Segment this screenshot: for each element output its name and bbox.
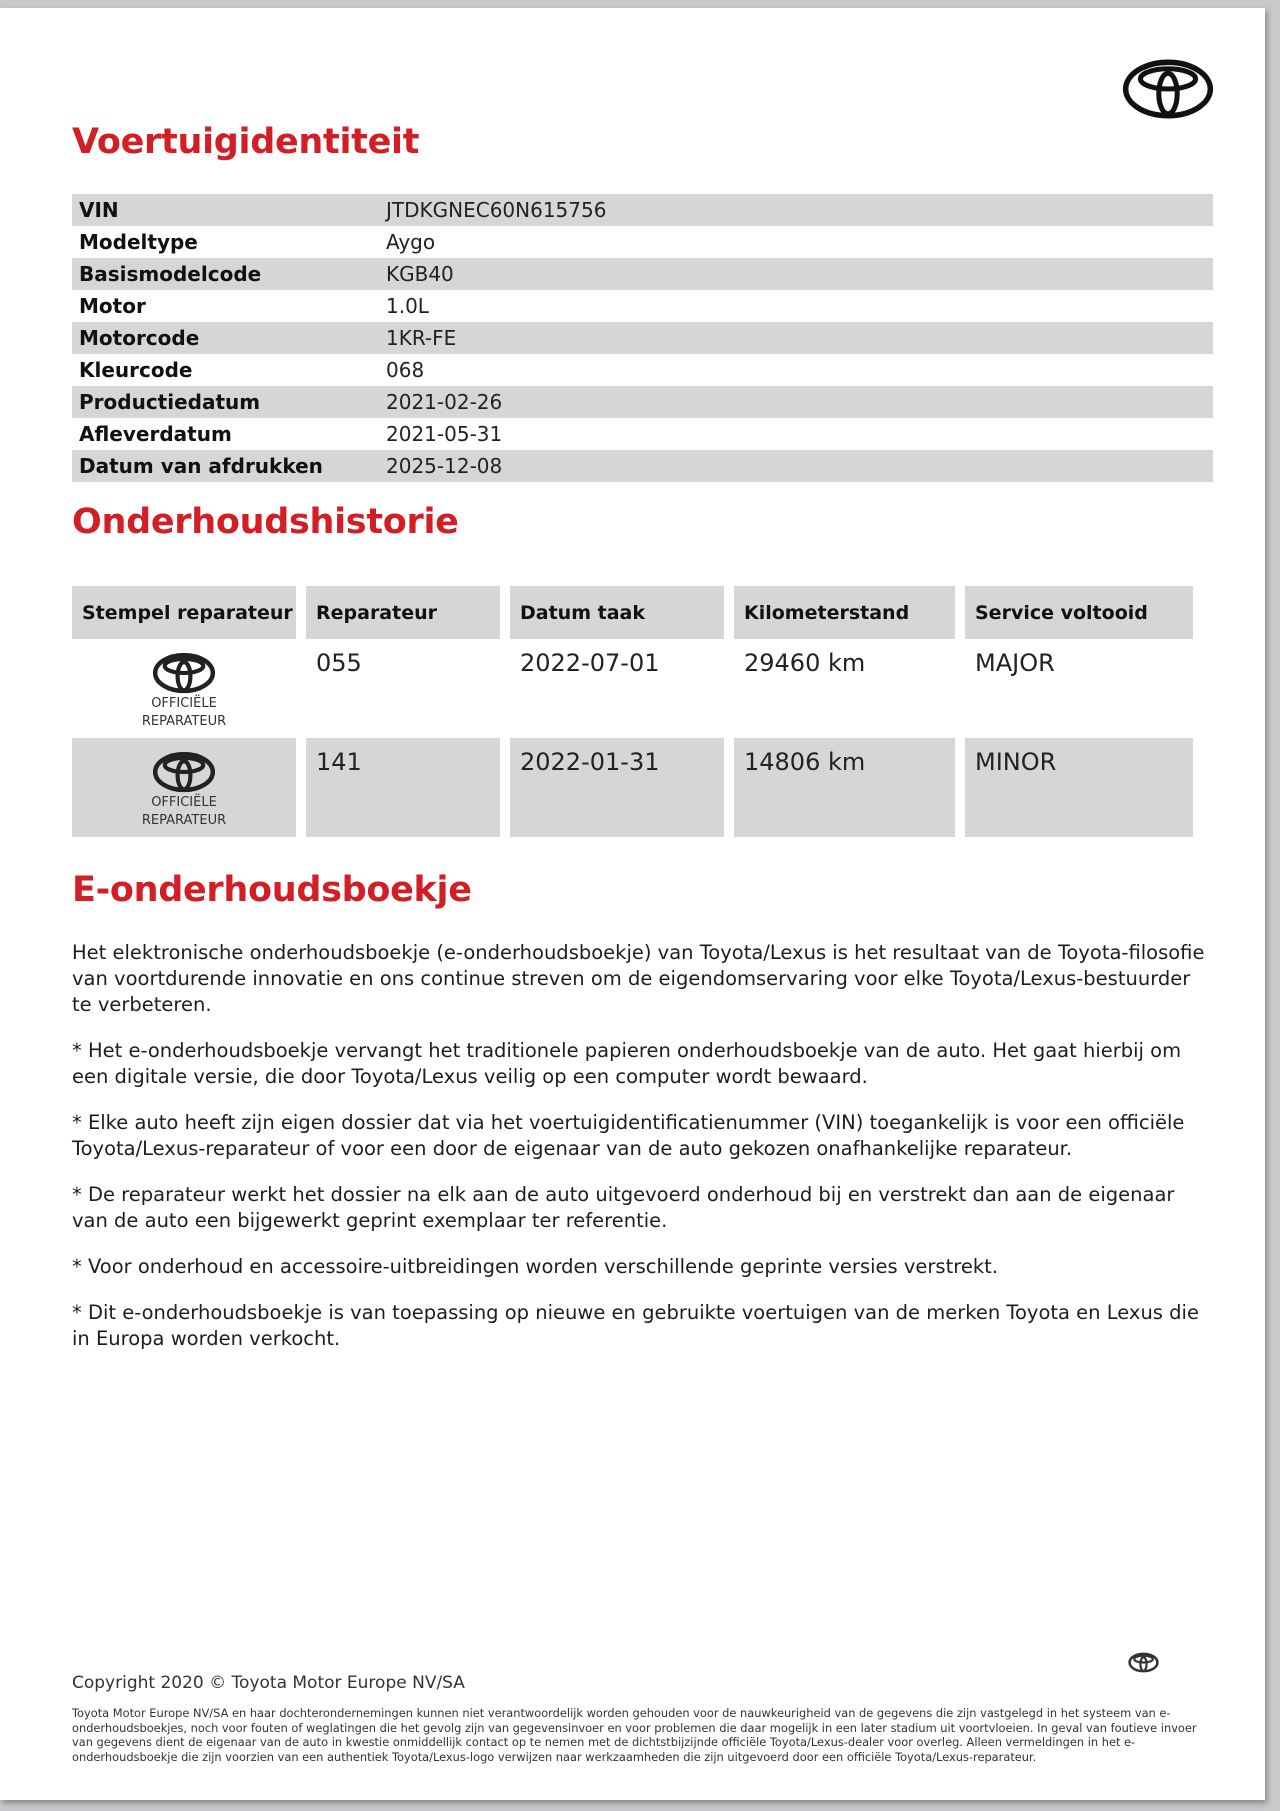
row-label: VIN: [79, 198, 119, 222]
row-value: KGB40: [386, 262, 454, 286]
table-row: [72, 290, 1213, 322]
toyota-logo-icon: [1128, 1652, 1159, 1673]
repairer-cell: 141: [306, 738, 500, 837]
mileage-cell: 14806 km: [734, 738, 955, 837]
paragraph: * Voor onderhoud en accessoire-uitbreidingen worden verschillende geprinte versies verstrekt.: [72, 1255, 998, 1278]
toyota-logo-icon: [152, 651, 216, 695]
table-row: [72, 738, 1213, 837]
row-value: 1KR-FE: [386, 326, 457, 350]
column-header: Service voltooid: [965, 586, 1193, 639]
stamp-text-line2: REPARATEUR: [141, 813, 227, 828]
table-row: [72, 386, 1213, 418]
column-header: Reparateur: [306, 586, 500, 639]
date-cell: 2022-01-31: [510, 738, 724, 837]
service-cell: MAJOR: [975, 649, 1055, 677]
table-row: [72, 226, 1213, 258]
table-row: [72, 450, 1213, 482]
document-page: [0, 8, 1265, 1800]
row-label: Modeltype: [79, 230, 198, 254]
row-label: Kleurcode: [79, 358, 193, 382]
toyota-logo-icon: [152, 750, 216, 794]
date-cell: 2022-07-01: [520, 649, 660, 677]
vehicle-identity-table: [72, 194, 1213, 482]
mileage-cell: 29460 km: [744, 649, 866, 677]
row-value: 2025-12-08: [386, 454, 503, 478]
row-label: Productiedatum: [79, 390, 261, 414]
row-label: Basismodelcode: [79, 262, 262, 286]
stamp-text-line1: OFFICIËLE: [151, 696, 217, 711]
row-value: 1.0L: [386, 294, 429, 318]
repairer-stamp: [72, 639, 296, 738]
column-header: Kilometerstand: [734, 586, 955, 639]
stamp-text-line1: OFFICIËLE: [151, 795, 217, 810]
row-value: 2021-05-31: [386, 422, 503, 446]
paragraph: Het elektronische onderhoudsboekje (e-onderhoudsboekje) van Toyota/Lexus is het resultaat van de Toyota-filosofie van voortdurende innovatie en ons continue streven om de eigendomservaring voor elke Toyota/Lexus-bestuurder te verbeteren.: [72, 941, 1205, 1016]
row-label: Motor: [79, 294, 146, 318]
paragraph: * Elke auto heeft zijn eigen dossier dat via het voertuigidentificatienummer (VIN) toegankelijk is voor een officiële Toyota/Lexus-reparateur of voor een door de eigenaar van de auto gekozen onafhankelijke reparateur.: [72, 1111, 1185, 1160]
table-header-row: [72, 586, 1213, 639]
repairer-cell: 055: [316, 649, 362, 677]
section-title-maintenance-history: Onderhoudshistorie: [72, 502, 459, 542]
repairer-stamp: [72, 738, 296, 837]
table-row: [72, 194, 1213, 226]
table-row: [72, 322, 1213, 354]
toyota-logo-icon: [1122, 58, 1214, 120]
table-row: [72, 258, 1213, 290]
maintenance-history-table: [72, 586, 1213, 837]
paragraph: * Dit e-onderhoudsboekje is van toepassing op nieuwe en gebruikte voertuigen van de merken Toyota en Lexus die in Europa worden verkocht.: [72, 1301, 1199, 1350]
row-value: 068: [386, 358, 425, 382]
row-value: Aygo: [386, 230, 436, 254]
row-label: Datum van afdrukken: [79, 454, 323, 478]
table-row: [72, 354, 1213, 386]
e-booklet-body: [72, 940, 1212, 1372]
table-row: [72, 418, 1213, 450]
disclaimer-text: Toyota Motor Europe NV/SA en haar dochterondernemingen kunnen niet verantwoordelijk worden gehouden voor de nauwkeurigheid van de gegevens die zijn vastgelegd in het systeem van e-onderhoudsboekjes, noch voor fouten of weglatingen die het gevolg zijn van gegevensinvoer en voor problemen die daar mogelijk in een later stadium uit voortvloeien. In geval van foutieve invoer van gegevens dient de eigenaar van de auto in kwestie onmiddellijk contact op te nemen met de dichtstbijzijnde officiële Toyota/Lexus-dealer voor overleg. Alleen vermeldingen in het e-onderhoudsboekje die zijn voorzien van een authentiek Toyota/Lexus-logo verwijzen naar werkzaamheden die zijn uitgevoerd door een officiële Toyota/Lexus-reparateur.: [72, 1706, 1197, 1764]
paragraph: * De reparateur werkt het dossier na elk aan de auto uitgevoerd onderhoud bij en verstrekt dan aan de eigenaar van de auto een bijgewerkt geprint exemplaar ter referentie.: [72, 1183, 1175, 1232]
row-label: Motorcode: [79, 326, 200, 350]
row-value: JTDKGNEC60N615756: [386, 198, 607, 222]
row-label: Afleverdatum: [79, 422, 232, 446]
service-cell: MINOR: [965, 738, 1193, 837]
table-row: [72, 639, 1213, 738]
stamp-text-line2: REPARATEUR: [141, 714, 227, 729]
row-value: 2021-02-26: [386, 390, 503, 414]
paragraph: * Het e-onderhoudsboekje vervangt het traditionele papieren onderhoudsboekje van de auto. Het gaat hierbij om een digitale versie, die door Toyota/Lexus veilig op een computer wordt bewaard.: [72, 1039, 1182, 1088]
section-title-e-booklet: E-onderhoudsboekje: [72, 870, 472, 910]
section-title-vehicle-identity: Voertuigidentiteit: [72, 122, 420, 162]
column-header: Datum taak: [510, 586, 724, 639]
column-header: Stempel reparateur: [72, 586, 296, 639]
copyright-text: Copyright 2020 © Toyota Motor Europe NV/SA: [72, 1673, 465, 1693]
